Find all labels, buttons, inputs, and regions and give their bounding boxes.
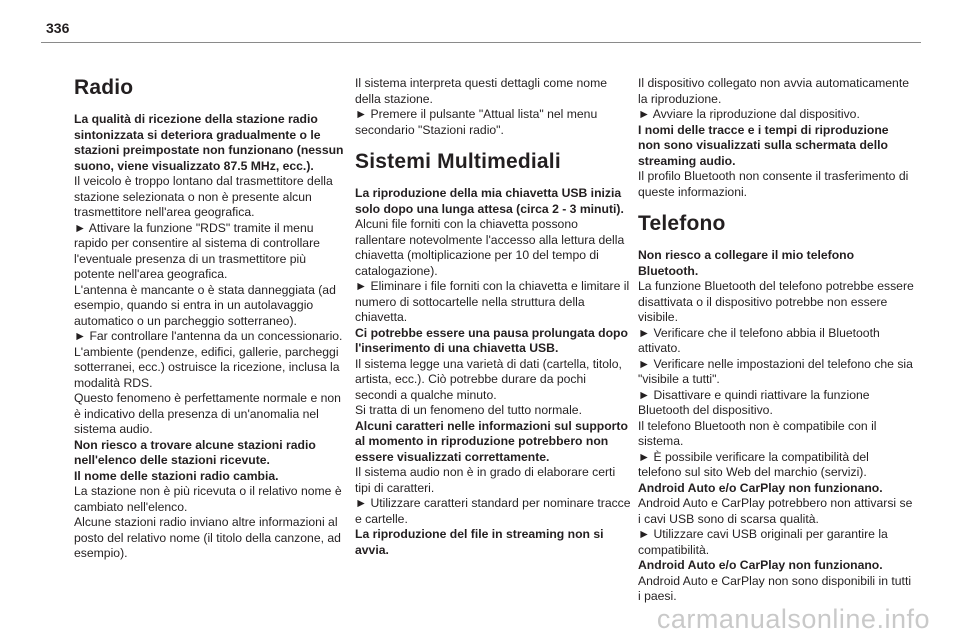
body-paragraph: ► Verificare nelle impostazioni del telefono che sia "visibile a tutti". (638, 356, 913, 386)
section-heading: Sistemi Multimediali (355, 150, 561, 173)
body-paragraph: ► Utilizzare caratteri standard per nominare tracce e cartelle. (355, 496, 631, 526)
body-paragraph: L'ambiente (pendenze, edifici, gallerie, parcheggi sotterranei, ecc.) ostruisce la ricezione, inclusa la modalità RDS. (74, 344, 340, 390)
body-paragraph: ► Disattivare e quindi riattivare la funzione Bluetooth del dispositivo. (638, 387, 870, 417)
body-paragraph: Il sistema legge una varietà di dati (cartella, titolo, artista, ecc.). Ciò potrebbe durare da pochi secondi a qualche minuto. (355, 356, 622, 402)
column-multimedia (355, 76, 631, 558)
section-heading: Radio (74, 76, 134, 99)
body-paragraph: ► Eliminare i file forniti con la chiavetta e limitare il numero di sottocartelle nella struttura della chiavetta. (355, 279, 630, 324)
body-paragraph: La funzione Bluetooth del telefono potrebbe essere disattivata o il dispositivo potrebbe non essere visibile. (638, 279, 914, 324)
page-header (0, 0, 960, 58)
problem-statement: La riproduzione della mia chiavetta USB inizia solo dopo una lunga attesa (circa 2 - 3 minuti). (355, 186, 624, 216)
body-paragraph: Il sistema interpreta questi dettagli come nome della stazione. (355, 76, 607, 106)
body-paragraph: L'antenna è mancante o è stata danneggiata (ad esempio, quando si entra in un autolavaggio automatico o un parcheggio sotterraneo). (74, 282, 336, 328)
problem-statement: Android Auto e/o CarPlay non funzionano. (638, 480, 883, 495)
body-paragraph: ► Verificare che il telefono abbia il Bluetooth attivato. (638, 325, 880, 355)
problem-statement: Non riesco a trovare alcune stazioni radio nell'elenco delle stazioni ricevute. (74, 437, 316, 467)
body-paragraph: Il telefono Bluetooth non è compatibile con il sistema. (638, 418, 877, 448)
body-paragraph: ► Premere il pulsante "Attual lista" nel menu secondario "Stazioni radio". (355, 107, 598, 137)
body-paragraph: Si tratta di un fenomeno del tutto normale. (355, 403, 582, 417)
watermark-text[interactable]: carmanualsonline.info (656, 604, 930, 634)
body-paragraph: ► Utilizzare cavi USB originali per garantire la compatibilità. (638, 527, 888, 557)
body-paragraph: Il sistema audio non è in grado di elaborare certi tipi di caratteri. (355, 465, 616, 495)
column-radio (74, 76, 350, 562)
body-paragraph: Il dispositivo collegato non avvia automaticamente la riproduzione. (638, 76, 909, 106)
body-paragraph: Android Auto e CarPlay non sono disponibili in tutti i paesi. (638, 573, 912, 603)
section-heading: Telefono (638, 212, 726, 235)
body-paragraph: ► Attivare la funzione "RDS" tramite il menu rapido per consentire al sistema di controllare l'eventuale presenza di un trasmettitore più potente nell'area geografica. (74, 220, 320, 281)
body-paragraph: Il profilo Bluetooth non consente il trasferimento di queste informazioni. (638, 169, 909, 199)
body-paragraph: ► È possibile verificare la compatibilità del telefono sul sito Web del marchio (servizi). (638, 449, 869, 479)
body-paragraph: Alcuni file forniti con la chiavetta possono rallentare notevolmente l'accesso alla lettura della chiavetta (moltiplicazione per 10 del tempo di catalogazione). (355, 217, 625, 278)
page-number: 336 (46, 20, 70, 36)
problem-statement: Il nome delle stazioni radio cambia. (74, 468, 279, 483)
body-paragraph: Il veicolo è troppo lontano dal trasmettitore della stazione selezionata o non è presente alcun trasmettitore nell'area geografica. (74, 174, 333, 219)
problem-statement: La qualità di ricezione della stazione radio sintonizzata si deteriora gradualmente o le stazioni preimpostate non funzionano (nessun suono, viene visualizzato 87.5 MHz, ecc.). (74, 112, 344, 173)
body-paragraph: ► Avviare la riproduzione dal dispositivo. (638, 107, 860, 121)
problem-statement: Non riesco a collegare il mio telefono Bluetooth. (638, 248, 855, 278)
problem-statement: I nomi delle tracce e i tempi di riproduzione non sono visualizzati sulla schermata dello streaming audio. (638, 122, 889, 168)
body-paragraph: Android Auto e CarPlay potrebbero non attivarsi se i cavi USB sono di scarsa qualità. (638, 496, 913, 526)
problem-statement: Android Auto e/o CarPlay non funzionano. (638, 558, 883, 572)
header-divider (41, 42, 921, 43)
body-paragraph: La stazione non è più ricevuta o il relativo nome è cambiato nell'elenco. (74, 484, 342, 514)
problem-statement: Ci potrebbe essere una pausa prolungata dopo l'inserimento di una chiavetta USB. (355, 325, 628, 355)
body-paragraph: Questo fenomeno è perfettamente normale e non è indicativo della presenza di un'anomalia nel sistema audio. (74, 391, 341, 436)
problem-statement: La riproduzione del file in streaming non si avvia. (355, 527, 604, 557)
body-paragraph: Alcune stazioni radio inviano altre informazioni al posto del relativo nome (il titolo della canzone, ad esempio). (74, 515, 341, 560)
body-paragraph: ► Far controllare l'antenna da un concessionario. (74, 329, 343, 343)
problem-statement: Alcuni caratteri nelle informazioni sul supporto al momento in riproduzione potrebbero non essere visualizzati correttamente. (355, 418, 628, 464)
column-telefono (638, 76, 914, 605)
